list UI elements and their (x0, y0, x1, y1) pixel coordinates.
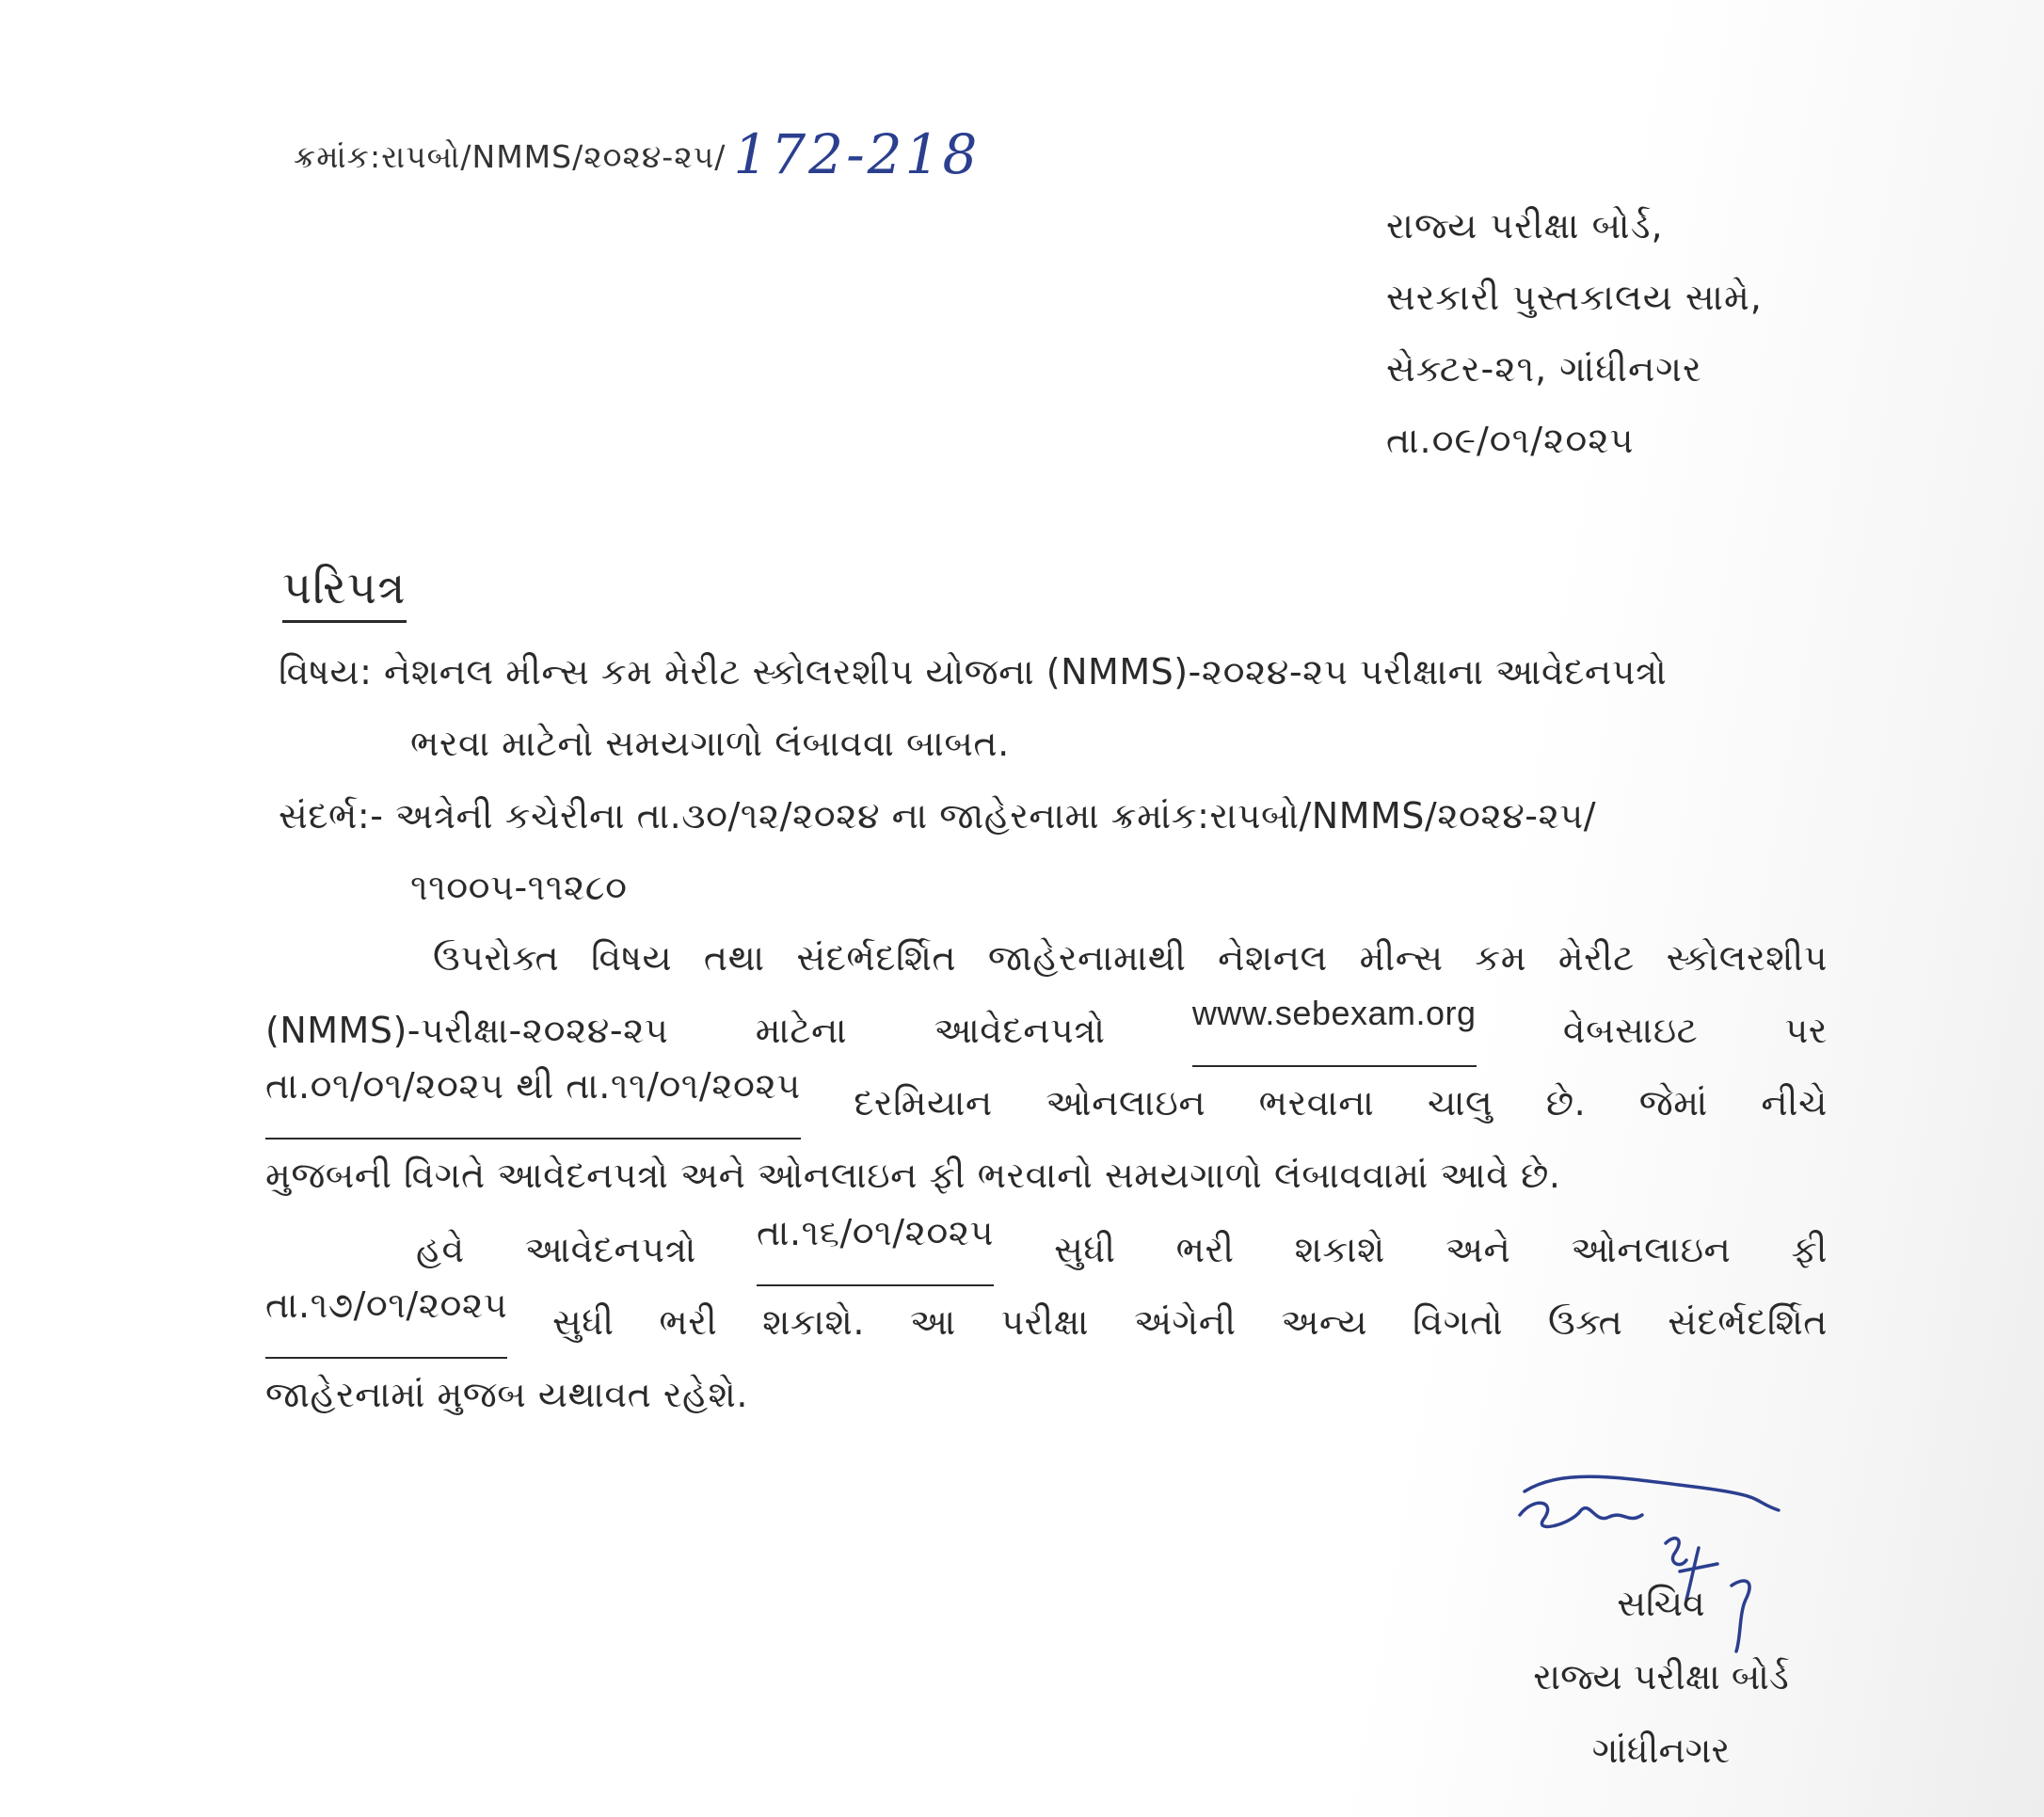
word: આવેદનપત્રો (934, 1010, 1106, 1051)
paragraph-1-line-3 (265, 1067, 1828, 1140)
word: આવેદનપત્રો (524, 1229, 696, 1270)
word: સુધી (1054, 1229, 1116, 1270)
word: દરમિયાન (854, 1082, 993, 1124)
paragraph-1-line-2 (265, 995, 1828, 1067)
sentence: મુજબની વિગતે આવેદનપત્રો અને ઓનલાઇન ફી ભરવાનો સમયગાળો લંબાવવામાં આવે છે. (265, 1155, 1561, 1196)
word: સંદર્ભદર્શિત (1668, 1301, 1828, 1343)
word: અંગેની (1133, 1301, 1237, 1343)
word: પર (1784, 1010, 1828, 1051)
word: છે. (1545, 1082, 1587, 1124)
word: સ્કોલરશીપ (1666, 937, 1828, 979)
document-title: પરિપત્ર (282, 560, 407, 623)
word: મીન્સ (1359, 937, 1444, 979)
address-line-3: સેક્ટર-૨૧, ગાંધીનગર (1386, 348, 1702, 390)
word: શકાશે (1294, 1229, 1385, 1270)
word: ચાલુ (1427, 1082, 1493, 1124)
reference-number: ક્રમાંક:રાપબો/NMMS/૨૦૨૪-૨૫/ (294, 138, 727, 175)
signoff-city: ગાંધીનગર (1591, 1729, 1731, 1771)
paragraph-1-line-4 (265, 1140, 1828, 1212)
word: કમ (1475, 937, 1527, 979)
word: ઉપરોક્ત (433, 937, 560, 979)
handwritten-number: 172-218 (733, 122, 981, 186)
word: ભરી (1175, 1229, 1235, 1270)
reference-number-line (294, 117, 981, 186)
word: ઉક્ત (1548, 1301, 1623, 1343)
letter-date: તા.૦૯/૦૧/૨૦૨૫ (1386, 420, 1635, 461)
original-date-range: તા.૦૧/૦૧/૨૦૨૫ થી તા.૧૧/૦૧/૨૦૨૫ (265, 1067, 801, 1140)
fee-deadline: તા.૧૭/૦૧/૨૦૨૫ (265, 1286, 507, 1359)
paragraph-2-line-2 (265, 1286, 1828, 1359)
paragraph-2-line-1 (265, 1214, 1828, 1286)
word: આ (909, 1301, 956, 1343)
signoff-designation: સચિવ (1617, 1583, 1705, 1624)
signoff-block (1501, 1567, 1821, 1787)
sentence: જાહેરનામાં મુજબ યથાવત રહેશે. (265, 1374, 748, 1415)
address-line-1: રાજ્ય પરીક્ષા બોર્ડ, (1386, 205, 1664, 247)
subject-line-2: ભરવા માટેનો સમયગાળો લંબાવવા બાબત. (410, 723, 1010, 764)
word: નીચે (1761, 1082, 1828, 1124)
reference-line-1: સંદર્ભ:- અત્રેની કચેરીના તા.૩૦/૧૨/૨૦૨૪ ના જાહેરનામા ક્રમાંક:રાપબો/NMMS/૨૦૨૪-૨૫/ (279, 795, 1597, 837)
word: જાહેરનામાથી (987, 937, 1187, 979)
word: ભરવાના (1258, 1082, 1375, 1124)
word: શકાશે. (762, 1301, 865, 1343)
website-link[interactable]: www.sebexam.org (1192, 995, 1477, 1067)
paragraph-1-line-1 (265, 922, 1828, 995)
word: તથા (703, 937, 765, 979)
word: ફી (1791, 1229, 1828, 1270)
application-deadline: તા.૧૬/૦૧/૨૦૨૫ (757, 1214, 994, 1286)
word: વિષય (590, 937, 673, 979)
word: ઓનલાઇન (1571, 1229, 1732, 1270)
word: અને (1445, 1229, 1511, 1270)
sender-address (1386, 190, 1763, 476)
paragraph-2-line-3 (265, 1359, 1828, 1431)
paragraph-2 (265, 1214, 1828, 1431)
word: હવે (416, 1229, 465, 1270)
signoff-office: રાજ્ય પરીક્ષા બોર્ડ (1533, 1656, 1789, 1697)
paragraph-1 (265, 922, 1828, 1212)
word: માટેના (755, 1010, 848, 1051)
word: ઓનલાઇન (1046, 1082, 1206, 1124)
subject-line-1: વિષય: નેશનલ મીન્સ કમ મેરીટ સ્કોલરશીપ યોજના (NMMS)-૨૦૨૪-૨૫ પરીક્ષાના આવેદનપત્રો (279, 651, 1668, 693)
word: જેમાં (1638, 1082, 1708, 1124)
word: અન્ય (1281, 1301, 1368, 1343)
word: મેરીટ (1557, 937, 1635, 979)
reference-line-2: ૧૧૦૦૫-૧૧૨૮૦ (410, 867, 628, 908)
word: નેશનલ (1218, 937, 1328, 979)
word: વેબસાઇટ (1562, 1010, 1699, 1051)
word: ભરી (659, 1301, 718, 1343)
word: પરીક્ષા (1000, 1301, 1090, 1343)
exam-name: (NMMS)-પરીક્ષા-૨૦૨૪-૨૫ (265, 1010, 669, 1051)
word: સુધી (552, 1301, 615, 1343)
word: સંદર્ભદર્શિત (796, 937, 957, 979)
address-line-2: સરકારી પુસ્તકાલય સામે, (1386, 277, 1763, 318)
word: વિગતો (1412, 1301, 1504, 1343)
